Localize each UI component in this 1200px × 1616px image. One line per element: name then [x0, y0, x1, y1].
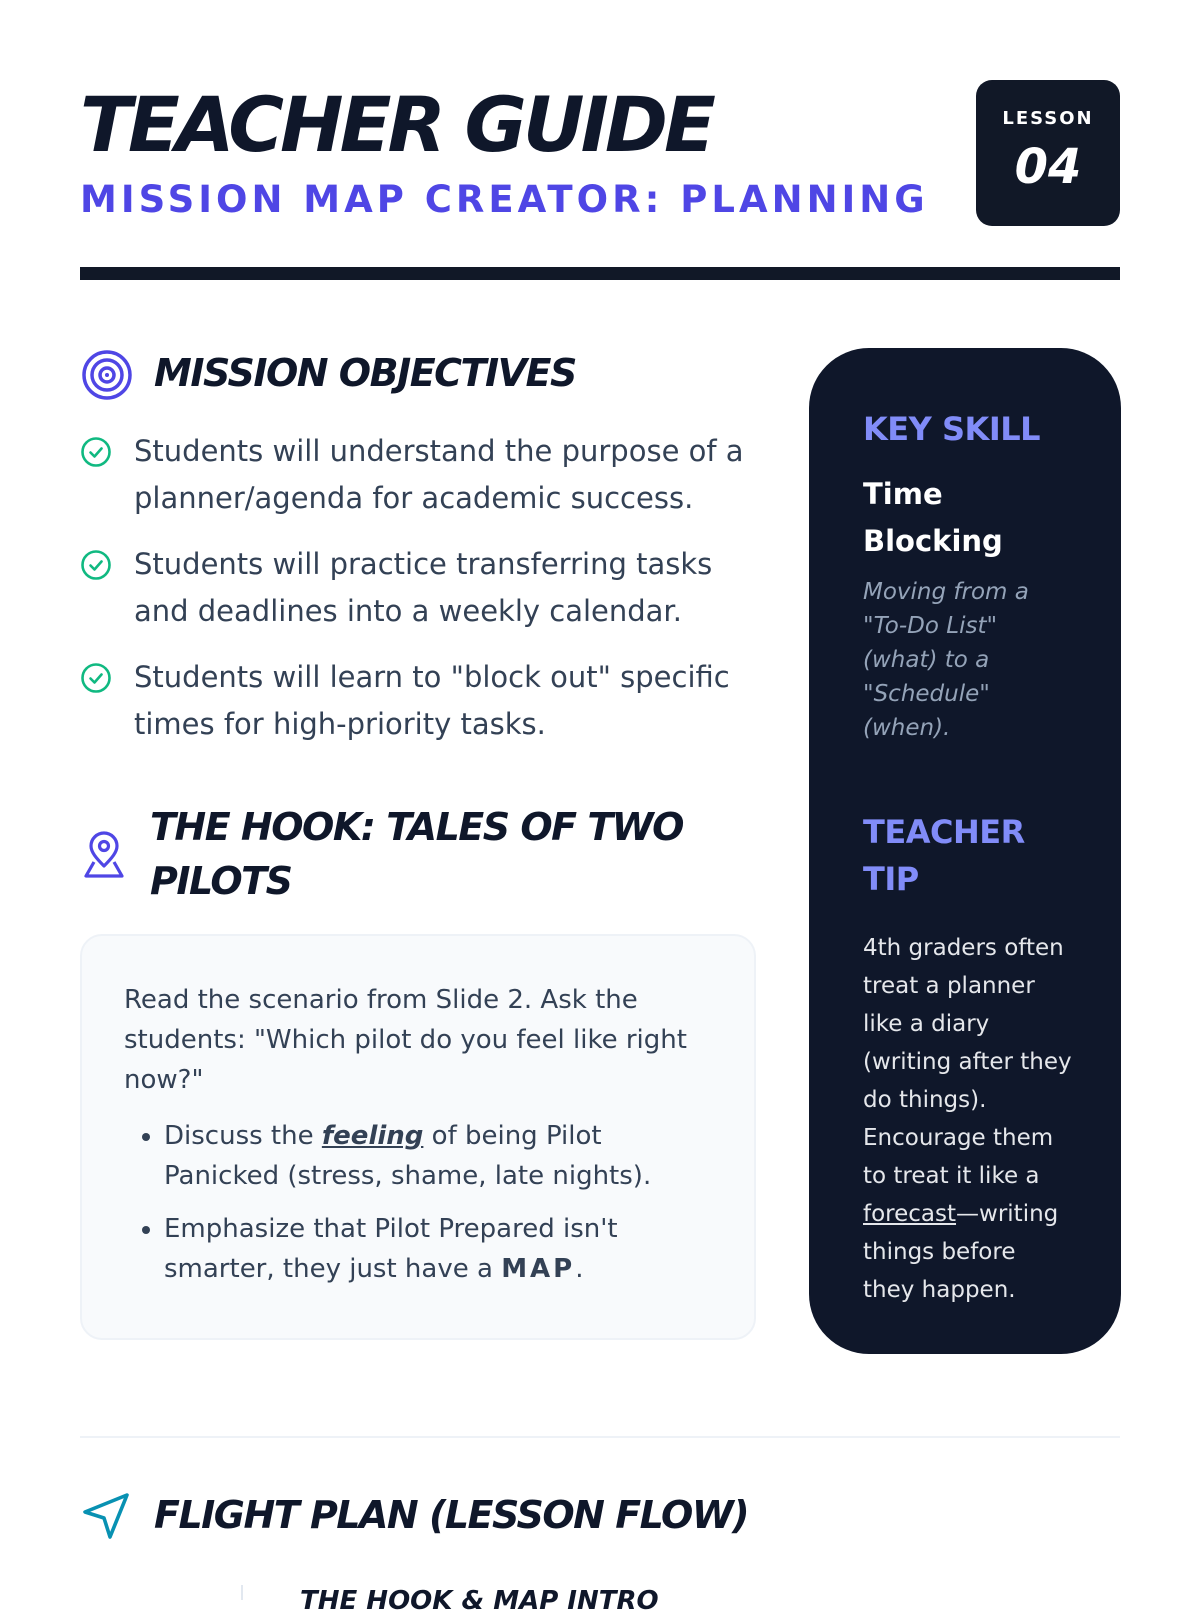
teacher-tip-heading: TEACHER TIP	[863, 813, 1025, 898]
objectives-list	[80, 428, 760, 767]
emphasis-map: MAP	[501, 1254, 576, 1284]
key-skill-heading: KEY SKILL	[863, 410, 1040, 448]
objective-text: Students will understand the purpose of a planner/agenda for academic success.	[134, 434, 744, 515]
list-item	[80, 541, 760, 635]
forecast-link-text: forecast	[863, 1201, 957, 1227]
page-subtitle: MISSION MAP CREATOR: PLANNING	[80, 178, 929, 221]
list-item	[80, 428, 760, 522]
emphasis-feeling: feeling	[321, 1121, 424, 1151]
hook-intro: Read the scenario from Slide 2. Ask the students: "Which pilot do you feel like right now?"	[124, 985, 687, 1095]
hook-bullets	[124, 1116, 712, 1289]
list-item: • Discuss the feeling of being Pilot Panicked (stress, shame, late nights).	[164, 1116, 712, 1196]
timeline-step-title: THE HOOK & MAP INTRO	[300, 1586, 659, 1616]
lesson-badge	[976, 80, 1120, 226]
target-icon	[80, 348, 134, 402]
objectives-heading: MISSION OBJECTIVES	[154, 351, 576, 395]
map-pin-icon	[80, 830, 128, 880]
teacher-tip-text: 4th graders often treat a planner like a diary (writing after they do things). Encourage them to treat it like a forecast—writing things before they happen.	[863, 935, 1072, 1303]
timeline-line	[241, 1585, 243, 1600]
header-rule	[80, 267, 1120, 280]
flight-plan-heading: FLIGHT PLAN (LESSON FLOW)	[154, 1493, 749, 1537]
list-item	[80, 654, 760, 748]
key-skill: Time Blocking	[863, 477, 1003, 558]
check-circle-icon	[80, 549, 112, 581]
objective-text: Students will learn to "block out" specific times for high-priority tasks.	[134, 660, 730, 741]
sidebar-card	[809, 348, 1121, 1354]
lesson-label: LESSON	[1002, 108, 1094, 129]
check-circle-icon	[80, 662, 112, 694]
lesson-number: 04	[1014, 139, 1082, 195]
key-skill-description: Moving from a "To-Do List" (what) to a "Schedule" (when).	[863, 579, 1029, 741]
hook-heading: THE HOOK: TALES OF TWO PILOTS	[150, 805, 683, 903]
check-circle-icon	[80, 436, 112, 468]
section-divider	[80, 1436, 1120, 1438]
navigation-arrow-icon	[80, 1490, 132, 1542]
page-title: TEACHER GUIDE	[80, 80, 712, 169]
objective-text: Students will practice transferring tasks and deadlines into a weekly calendar.	[134, 547, 713, 628]
hook-box	[80, 934, 756, 1340]
list-item: • Emphasize that Pilot Prepared isn't smarter, they just have a MAP.	[164, 1209, 712, 1289]
